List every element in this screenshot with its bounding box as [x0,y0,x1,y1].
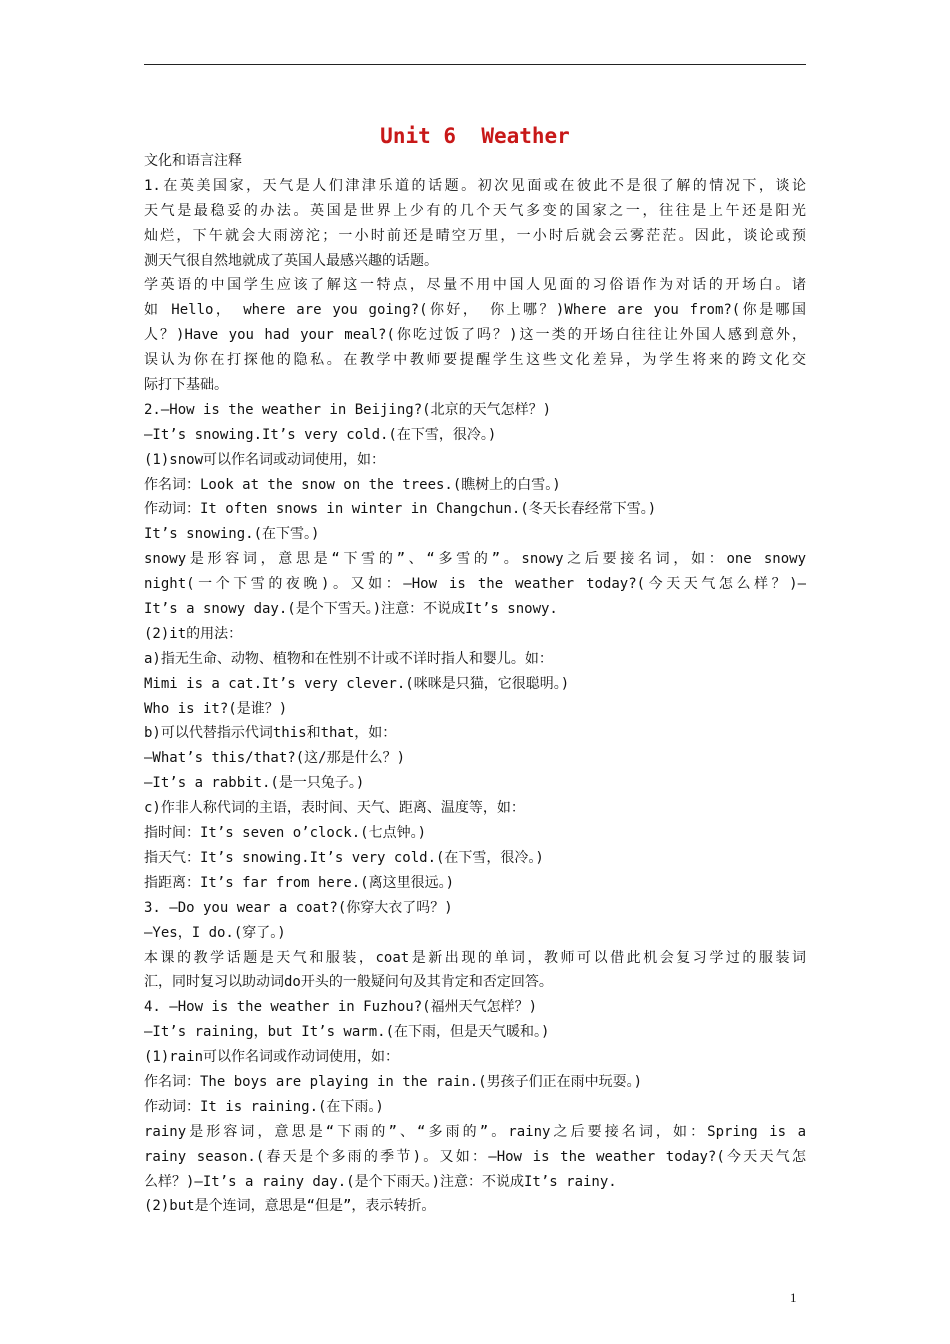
text-line: 指天气：It’s snowing.It’s very cold.(在下雪，很冷。) [144,849,544,866]
text-line: b)可以代替指示代词this和that，如： [144,725,397,742]
page-number: 1 [790,1290,797,1305]
text-line: c)作非人称代词的主语，表时间、天气、距离、温度等，如： [144,800,525,817]
text-line: 人？)Have you had your meal?(你吃过饭了吗？)这一类的开场白往往让外国人感到意外， [144,327,806,344]
text-line: —It’s a rabbit.(是一只兔子。) [144,775,365,792]
text-line: (2)but是个连词，意思是“但是”，表示转折。 [144,1198,436,1215]
text-line: 测天气很自然地就成了英国人最感兴趣的话题。 [144,252,438,269]
text-line: 3. —Do you wear a coat?(你穿大衣了吗？) [144,899,453,916]
header-rule [144,64,806,65]
text-line: 2.—How is the weather in Beijing?(北京的天气怎样？) [144,401,552,418]
text-line: a)指无生命、动物、植物和在性别不计或不详时指人和婴儿。如： [144,650,553,667]
body-text [144,149,806,1219]
text-line: 作名词：Look at the snow on the trees.(瞧树上的白雪。) [144,476,561,493]
text-line: 指距离：It’s far from here.(离这里很远。) [144,874,455,891]
text-line: 误认为你在打探他的隐私。在教学中教师要提醒学生这些文化差异，为学生将来的跨文化交 [144,352,806,369]
text-line: 学英语的中国学生应该了解这一特点，尽量不用中国人见面的习俗语作为对话的开场白。诸 [144,277,806,294]
text-line: It’s a snowy day.(是个下雪天。)注意：不说成It’s snowy. [144,601,558,618]
text-line: —What’s this/that?(这/那是什么？) [144,750,406,767]
text-line: 么样？)—It’s a rainy day.(是个下雨天。)注意：不说成It’s rainy. [144,1173,617,1190]
text-line: 作动词：It often snows in winter in Changchun.(冬天长春经常下雪。) [144,501,657,518]
text-line: 4. —How is the weather in Fuzhou?(福州天气怎样？) [144,999,538,1016]
text-line: 作动词：It is raining.(在下雨。) [144,1098,384,1115]
text-line: 文化和语言注释 [144,153,242,169]
text-line: —It’s snowing.It’s very cold.(在下雪，很冷。) [144,426,497,443]
text-line: —It’s raining，but It’s warm.(在下雨，但是天气暖和。) [144,1024,550,1041]
text-line: (1)snow可以作名词或动词使用，如： [144,451,386,468]
text-line: 际打下基础。 [144,377,228,394]
text-line: 灿烂，下午就会大雨滂沱；一小时前还是晴空万里，一小时后就会云雾茫茫。因此，谈论或预 [144,227,806,244]
text-line: rainy是形容词，意思是“下雨的”、“多雨的”。rainy之后要接名词，如：Spring is a [144,1123,806,1140]
text-line: 汇，同时复习以助动词do开头的一般疑问句及其肯定和否定回答。 [144,974,553,991]
text-line: rainy season.(春天是个多雨的季节)。又如：—How is the weather today?(今天天气怎 [144,1148,806,1165]
page-title: Unit 6 Weather [380,124,570,148]
text-line: —Yes，I do.(穿了。) [144,924,286,941]
text-line: 作名词：The boys are playing in the rain.(男孩子们正在雨中玩耍。) [144,1073,643,1090]
text-line: night(一个下雪的夜晚)。又如：—How is the weather today?(今天天气怎么样？)— [144,576,806,593]
text-line: 如 Hello， where are you going?(你好， 你上哪？)Where are you from?(你是哪国 [144,302,806,319]
text-line: snowy是形容词，意思是“下雪的”、“多雪的”。snowy之后要接名词，如：one snowy [144,551,806,568]
text-line: Who is it?(是谁？) [144,700,288,717]
text-line: (2)it的用法： [144,625,243,642]
text-line: (1)rain可以作名词或作动词使用，如： [144,1049,400,1066]
text-line: Mimi is a cat.It’s very clever.(咪咪是只猫，它很聪明。) [144,675,570,692]
text-line: It’s snowing.(在下雪。) [144,526,320,543]
text-line: 指时间：It’s seven o’clock.(七点钟。) [144,825,427,842]
text-line: 天气是最稳妥的办法。英国是世界上少有的几个天气多变的国家之一，往往是上午还是阳光 [144,202,806,219]
text-line: 本课的教学话题是天气和服装，coat是新出现的单词，教师可以借此机会复习学过的服装词 [144,949,806,966]
text-line: 1.在英美国家，天气是人们津津乐道的话题。初次见面或在彼此不是很了解的情况下，谈论 [144,177,806,194]
